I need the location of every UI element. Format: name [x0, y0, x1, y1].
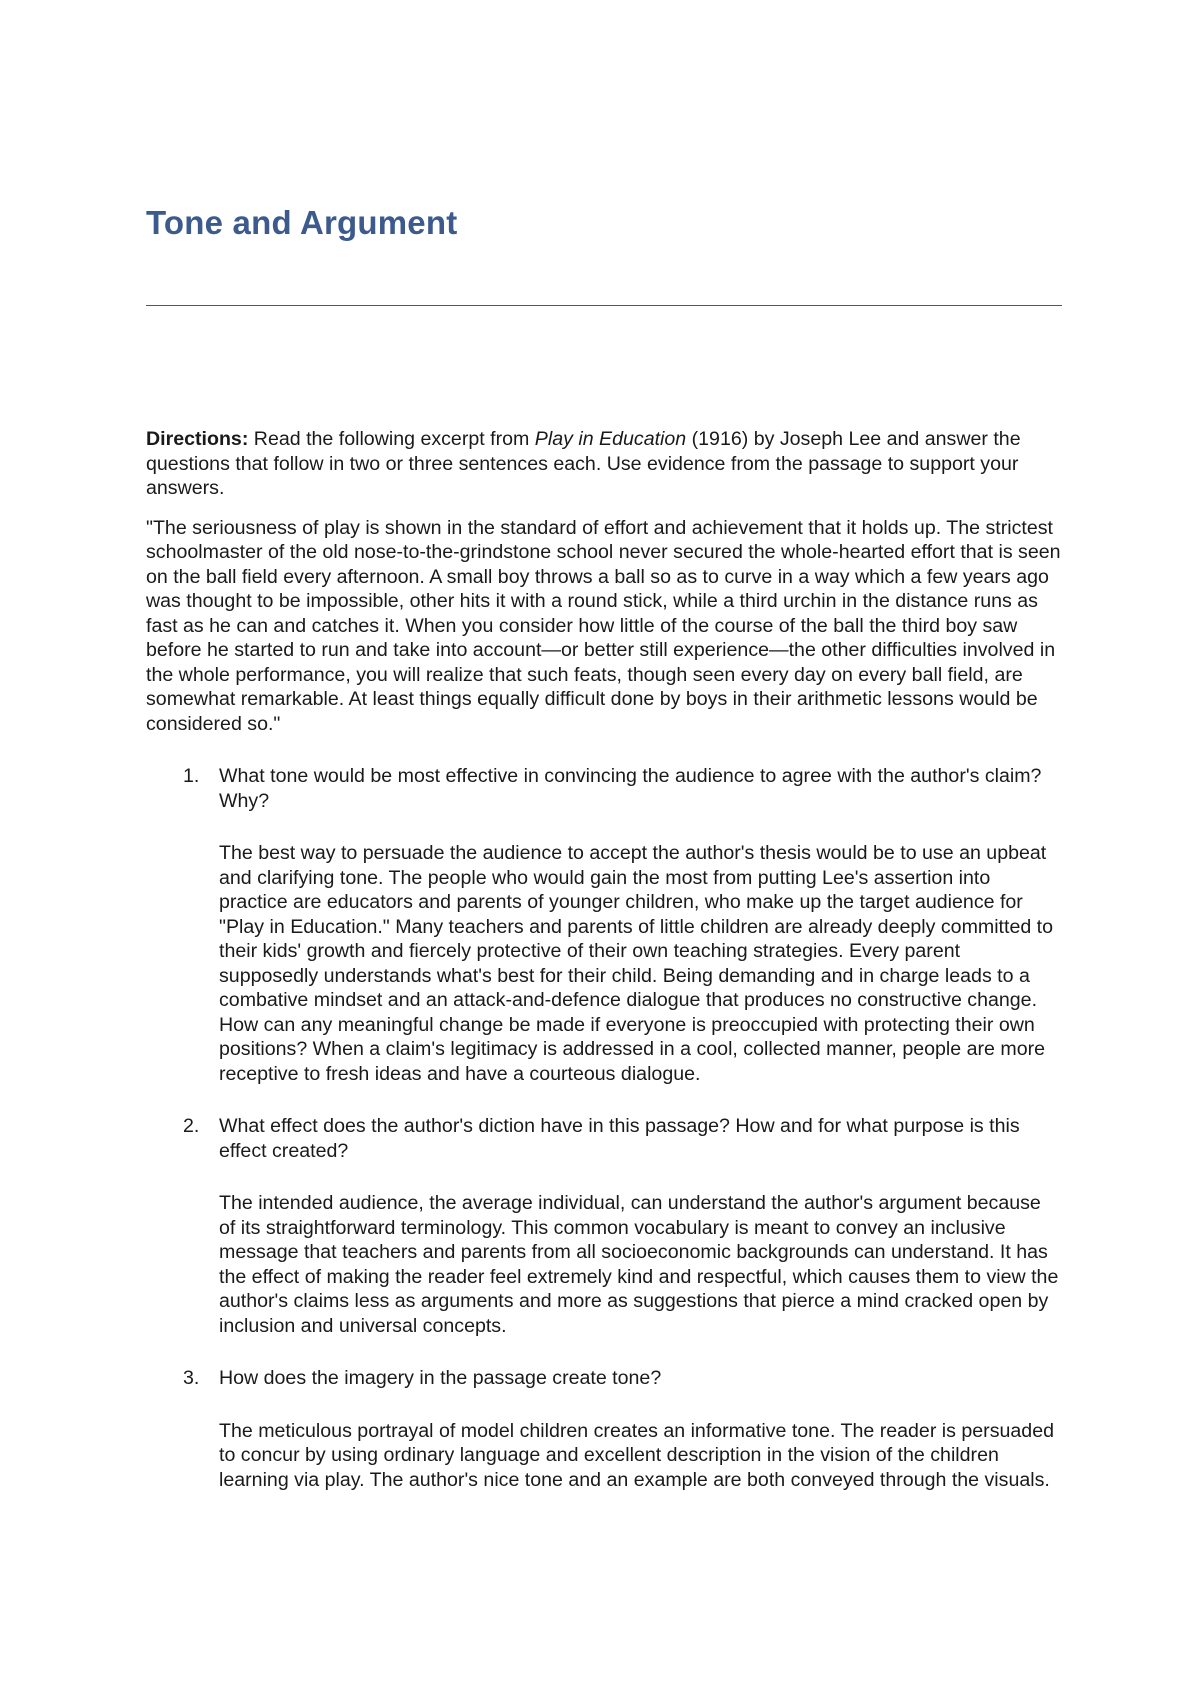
- answer-text: The intended audience, the average individual, can understand the author's argument because of its straightforward terminology. This common vocabulary is meant to convey an inclusive message that teachers and parents from all socioeconomic backgrounds can understand. It has the effect of making the reader feel extremely kind and respectful, which causes them to view the author's claims less as arguments and more as suggestions that pierce a mind cracked open by inclusion and universal concepts.: [219, 1192, 1059, 1337]
- directions-text-before: Read the following excerpt from: [248, 428, 535, 450]
- title-divider: [146, 305, 1062, 306]
- document-title: Tone and Argument: [146, 204, 458, 241]
- directions-label: Directions:: [146, 428, 249, 450]
- question-number: 3.: [183, 1367, 200, 1389]
- question-number: 1.: [183, 765, 200, 787]
- question-item-1: [146, 764, 1062, 1086]
- question-text: How does the imagery in the passage create tone?: [219, 1367, 662, 1389]
- document-body: [146, 427, 1062, 1520]
- question-text: What tone would be most effective in convincing the audience to agree with the author's claim? Why?: [219, 765, 1042, 812]
- directions-text-after: (1916) by Joseph Lee and answer the questions that follow in two or three sentences each. Use evidence from the passage to support your answers.: [146, 428, 1021, 499]
- question-item-3: [146, 1366, 1062, 1492]
- excerpt-passage: "The seriousness of play is shown in the standard of effort and achievement that it holds up. The strictest schoolmaster of the old nose-to-the-grindstone school never secured the whole-hearted effort that is seen on the ball field every afternoon. A small boy throws a ball so as to curve in a way which a few years ago was thought to be impossible, other hits it with a round stick, while a third urchin in the distance runs as fast as he can and catches it. When you consider how little of the course of the ball the third boy saw before he started to run and take into account—or better still experience—the other difficulties involved in the whole performance, you will realize that such feats, though seen every day on every ball field, are somewhat remarkable. At least things equally difficult done by boys in their arithmetic lessons would be considered so.": [146, 516, 1061, 735]
- question-number: 2.: [183, 1115, 200, 1137]
- book-title: Play in Education: [534, 428, 687, 450]
- question-list: [146, 764, 1062, 1492]
- question-item-2: [146, 1114, 1062, 1338]
- directions-paragraph: [146, 427, 1062, 501]
- answer-text: The meticulous portrayal of model children creates an informative tone. The reader is persuaded to concur by using ordinary language and excellent description in the vision of the children learning via play. The author's nice tone and an example are both conveyed through the visuals.: [219, 1419, 1054, 1491]
- answer-text: The best way to persuade the audience to accept the author's thesis would be to use an upbeat and clarifying tone. The people who would gain the most from putting Lee's assertion into practice are educators and parents of younger children, who make up the target audience for "Play in Education." Many teachers and parents of little children are already deeply committed to their kids' growth and fiercely protective of their own teaching strategies. Every parent supposedly understands what's best for their child. Being demanding and in charge leads to a combative mindset and an attack-and-defence dialogue that produces no constructive change. How can any meaningful change be made if everyone is preoccupied with protecting their own positions? When a claim's legitimacy is addressed in a cool, collected manner, people are more receptive to fresh ideas and have a courteous dialogue.: [219, 842, 1054, 1085]
- question-text: What effect does the author's diction have in this passage? How and for what purpose is this effect created?: [219, 1115, 1020, 1162]
